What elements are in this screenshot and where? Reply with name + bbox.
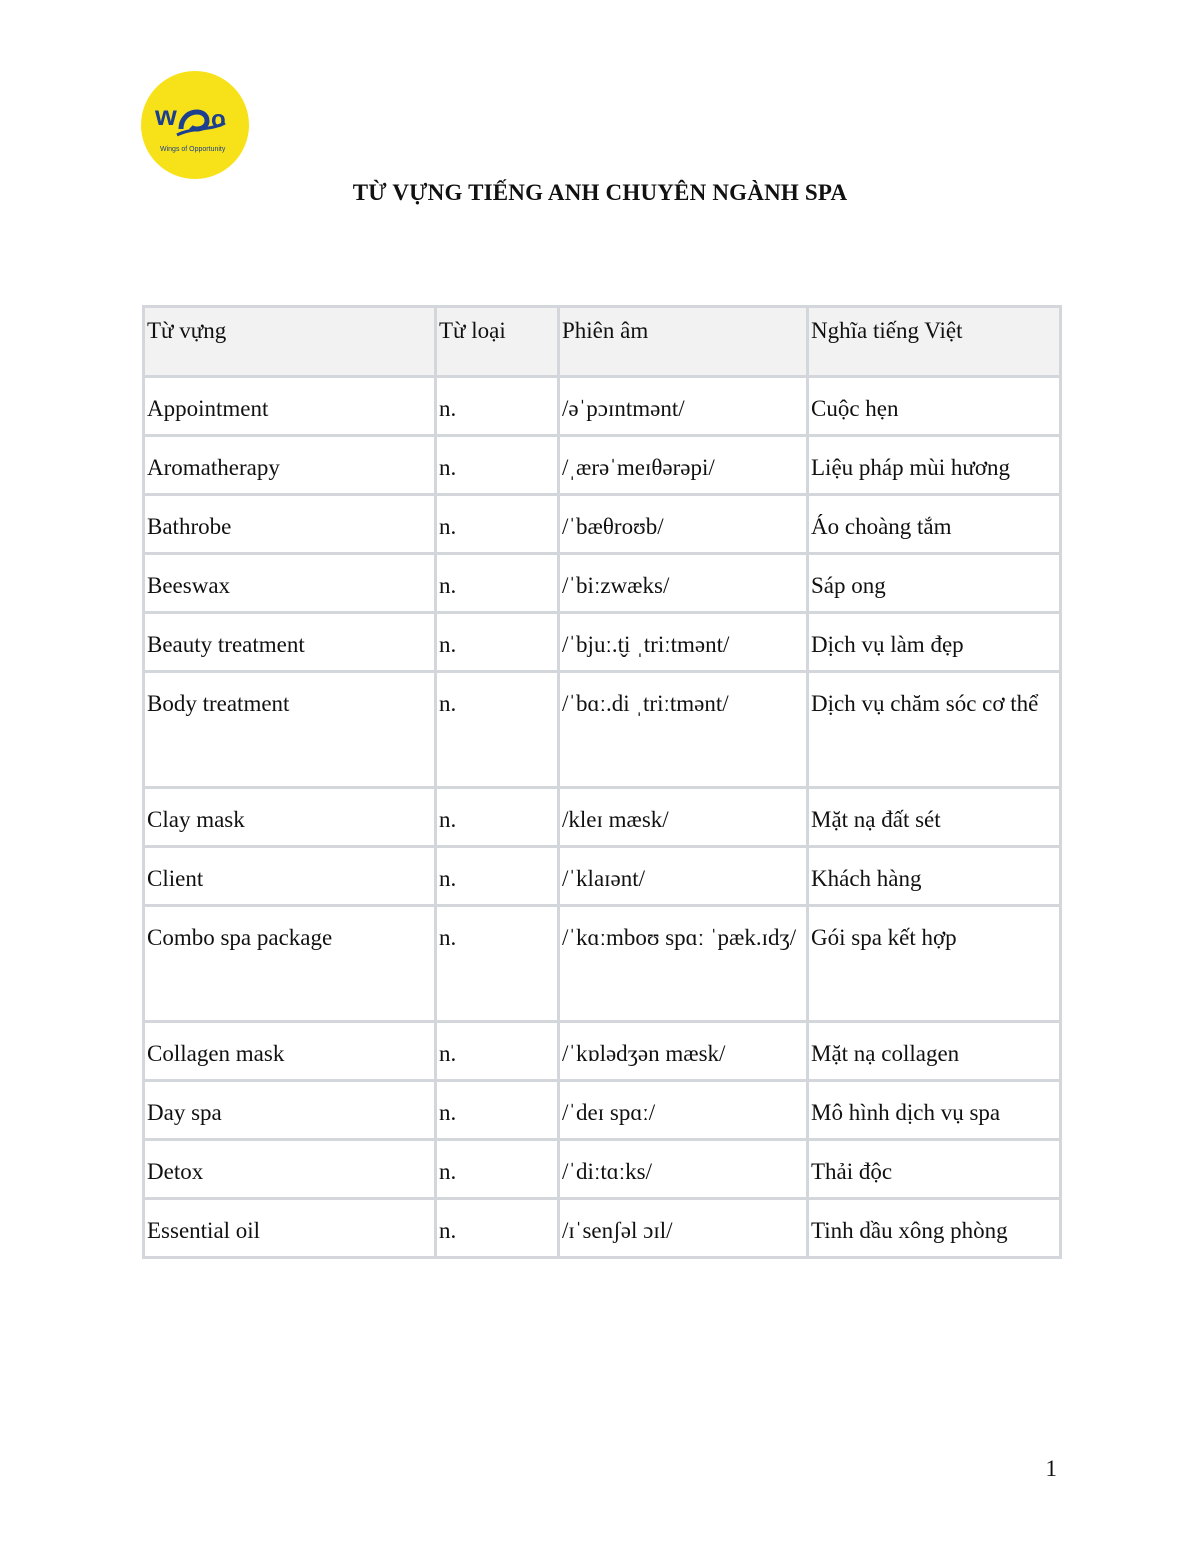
table-row bbox=[144, 1081, 1061, 1140]
cell-word: Beeswax bbox=[144, 554, 436, 613]
cell-meaning: Dịch vụ làm đẹp bbox=[808, 613, 1061, 672]
cell-part-of-speech: n. bbox=[436, 554, 559, 613]
cell-part-of-speech: n. bbox=[436, 377, 559, 436]
table-row bbox=[144, 1140, 1061, 1199]
cell-word: Appointment bbox=[144, 377, 436, 436]
cell-pronunciation: /ˈbiːzwæks/ bbox=[559, 554, 808, 613]
cell-pronunciation: /ˈdeɪ spɑː/ bbox=[559, 1081, 808, 1140]
table-row bbox=[144, 788, 1061, 847]
cell-pronunciation: /ˈbjuː.t̬i ˌtriːtmənt/ bbox=[559, 613, 808, 672]
cell-pronunciation: /ˈdiːtɑːks/ bbox=[559, 1140, 808, 1199]
cell-pronunciation: /ˈkɒlədʒən mæsk/ bbox=[559, 1022, 808, 1081]
cell-meaning: Cuộc hẹn bbox=[808, 377, 1061, 436]
cell-word: Body treatment bbox=[144, 672, 436, 788]
cell-meaning: Tinh dầu xông phòng bbox=[808, 1199, 1061, 1258]
cell-meaning: Thải độc bbox=[808, 1140, 1061, 1199]
cell-meaning: Khách hàng bbox=[808, 847, 1061, 906]
cell-meaning: Gói spa kết hợp bbox=[808, 906, 1061, 1022]
table-row bbox=[144, 906, 1061, 1022]
table-row bbox=[144, 613, 1061, 672]
svg-text:o: o bbox=[211, 106, 226, 133]
cell-word: Detox bbox=[144, 1140, 436, 1199]
header-vietnamese-meaning: Nghĩa tiếng Việt bbox=[808, 307, 1061, 377]
cell-word: Bathrobe bbox=[144, 495, 436, 554]
cell-word: Beauty treatment bbox=[144, 613, 436, 672]
cell-word: Combo spa package bbox=[144, 906, 436, 1022]
cell-part-of-speech: n. bbox=[436, 1199, 559, 1258]
cell-pronunciation: /ˌærəˈmeɪθərəpi/ bbox=[559, 436, 808, 495]
page-number: 1 bbox=[1045, 1456, 1057, 1481]
table-row bbox=[144, 672, 1061, 788]
cell-meaning: Sáp ong bbox=[808, 554, 1061, 613]
cell-part-of-speech: n. bbox=[436, 613, 559, 672]
cell-pronunciation: /əˈpɔɪntmənt/ bbox=[559, 377, 808, 436]
cell-word: Clay mask bbox=[144, 788, 436, 847]
table-header-row bbox=[144, 307, 1061, 377]
cell-pronunciation: /kleɪ mæsk/ bbox=[559, 788, 808, 847]
cell-word: Client bbox=[144, 847, 436, 906]
table-row bbox=[144, 436, 1061, 495]
cell-part-of-speech: n. bbox=[436, 1140, 559, 1199]
cell-part-of-speech: n. bbox=[436, 436, 559, 495]
header-pronunciation: Phiên âm bbox=[559, 307, 808, 377]
cell-pronunciation: /ɪˈsenʃəl ɔɪl/ bbox=[559, 1199, 808, 1258]
cell-word: Day spa bbox=[144, 1081, 436, 1140]
cell-meaning: Liệu pháp mùi hương bbox=[808, 436, 1061, 495]
woo-logo bbox=[141, 71, 249, 179]
header-part-of-speech: Từ loại bbox=[436, 307, 559, 377]
table-row bbox=[144, 1022, 1061, 1081]
cell-pronunciation: /ˈbæθroʊb/ bbox=[559, 495, 808, 554]
cell-pronunciation: /ˈbɑː.di ˌtriːtmənt/ bbox=[559, 672, 808, 788]
vocabulary-table bbox=[142, 305, 1062, 1259]
cell-meaning: Mặt nạ collagen bbox=[808, 1022, 1061, 1081]
header-word: Từ vựng bbox=[144, 307, 436, 377]
cell-word: Collagen mask bbox=[144, 1022, 436, 1081]
svg-text:w: w bbox=[155, 100, 177, 131]
cell-part-of-speech: n. bbox=[436, 672, 559, 788]
cell-meaning: Áo choàng tắm bbox=[808, 495, 1061, 554]
table-row bbox=[144, 495, 1061, 554]
cell-part-of-speech: n. bbox=[436, 788, 559, 847]
woo-logo-icon bbox=[141, 71, 249, 179]
cell-meaning: Dịch vụ chăm sóc cơ thể bbox=[808, 672, 1061, 788]
page-title: TỪ VỰNG TIẾNG ANH CHUYÊN NGÀNH SPA bbox=[352, 180, 848, 205]
cell-part-of-speech: n. bbox=[436, 1022, 559, 1081]
cell-word: Aromatherapy bbox=[144, 436, 436, 495]
cell-word: Essential oil bbox=[144, 1199, 436, 1258]
cell-meaning: Mặt nạ đất sét bbox=[808, 788, 1061, 847]
cell-part-of-speech: n. bbox=[436, 847, 559, 906]
cell-part-of-speech: n. bbox=[436, 906, 559, 1022]
table-row bbox=[144, 377, 1061, 436]
table-row bbox=[144, 847, 1061, 906]
cell-meaning: Mô hình dịch vụ spa bbox=[808, 1081, 1061, 1140]
table-row bbox=[144, 554, 1061, 613]
logo-tagline: Wings of Opportunity bbox=[160, 146, 226, 153]
table-row bbox=[144, 1199, 1061, 1258]
cell-part-of-speech: n. bbox=[436, 495, 559, 554]
cell-part-of-speech: n. bbox=[436, 1081, 559, 1140]
cell-pronunciation: /ˈklaɪənt/ bbox=[559, 847, 808, 906]
cell-pronunciation: /ˈkɑːmboʊ spɑː ˈpæk.ɪdʒ/ bbox=[559, 906, 808, 1022]
